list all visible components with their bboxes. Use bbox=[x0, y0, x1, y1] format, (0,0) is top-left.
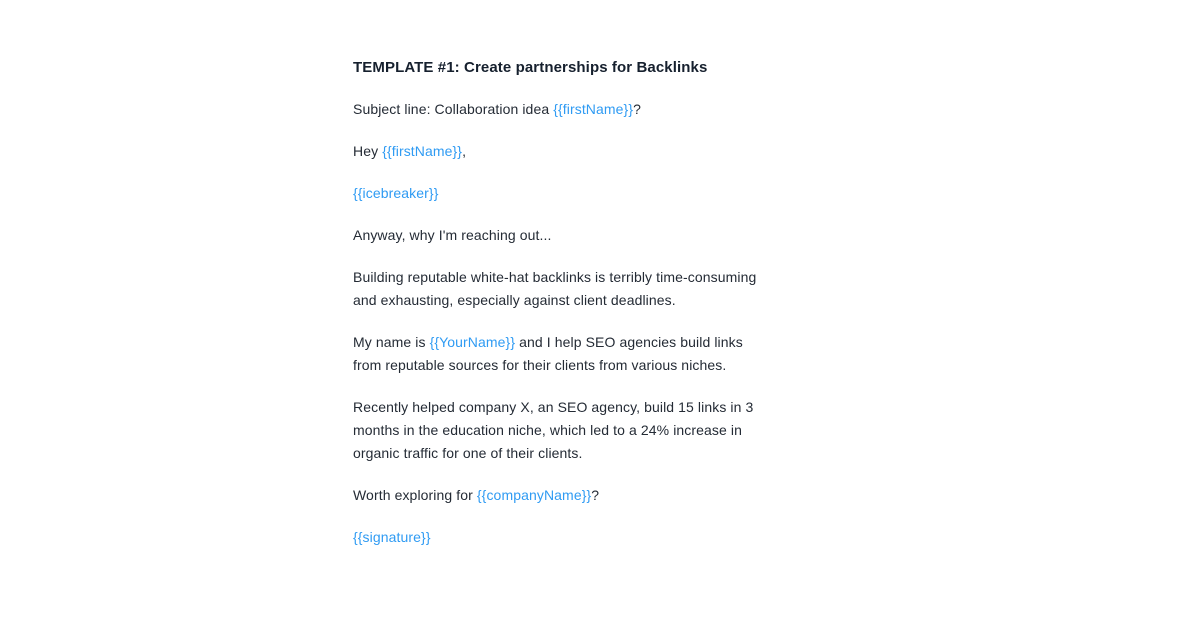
text-segment: Hey bbox=[353, 143, 383, 159]
merge-tag: {{icebreaker}} bbox=[353, 185, 439, 201]
paragraph bbox=[353, 484, 774, 507]
paragraph bbox=[353, 266, 774, 312]
merge-tag: {{firstName}} bbox=[553, 101, 634, 117]
paragraph bbox=[353, 526, 774, 549]
paragraph bbox=[353, 396, 774, 465]
text-segment: Anyway, why I'm reaching out... bbox=[353, 227, 552, 243]
merge-tag: {{companyName}} bbox=[476, 487, 592, 503]
text-segment: ? bbox=[591, 487, 600, 503]
template-title: TEMPLATE #1: Create partnerships for Backlinks bbox=[353, 59, 708, 76]
merge-tag: {{firstName}} bbox=[382, 143, 463, 159]
merge-tag: {{signature}} bbox=[353, 529, 431, 545]
text-segment: Recently helped company X, an SEO agency, build 15 links in 3 months in the education niche, which led to a 24% increase in organic traffic for one of their clients. bbox=[353, 399, 754, 461]
text-segment: Subject line: Collaboration idea bbox=[353, 101, 554, 117]
text-segment: and I help SEO agencies build links from reputable sources for their clients from various niches. bbox=[353, 334, 743, 373]
paragraph bbox=[353, 224, 774, 247]
text-segment: My name is bbox=[353, 334, 430, 350]
text-segment: Worth exploring for bbox=[353, 487, 477, 503]
text-segment: , bbox=[462, 143, 467, 159]
paragraph bbox=[353, 98, 774, 121]
paragraph bbox=[353, 331, 774, 377]
paragraph bbox=[353, 140, 774, 163]
email-template bbox=[353, 56, 774, 549]
email-body bbox=[353, 98, 774, 549]
merge-tag: {{YourName}} bbox=[429, 334, 516, 350]
paragraph bbox=[353, 182, 774, 205]
text-segment: Building reputable white-hat backlinks is terribly time-consuming and exhausting, especially against client deadlines. bbox=[353, 269, 757, 308]
text-segment: ? bbox=[633, 101, 641, 117]
